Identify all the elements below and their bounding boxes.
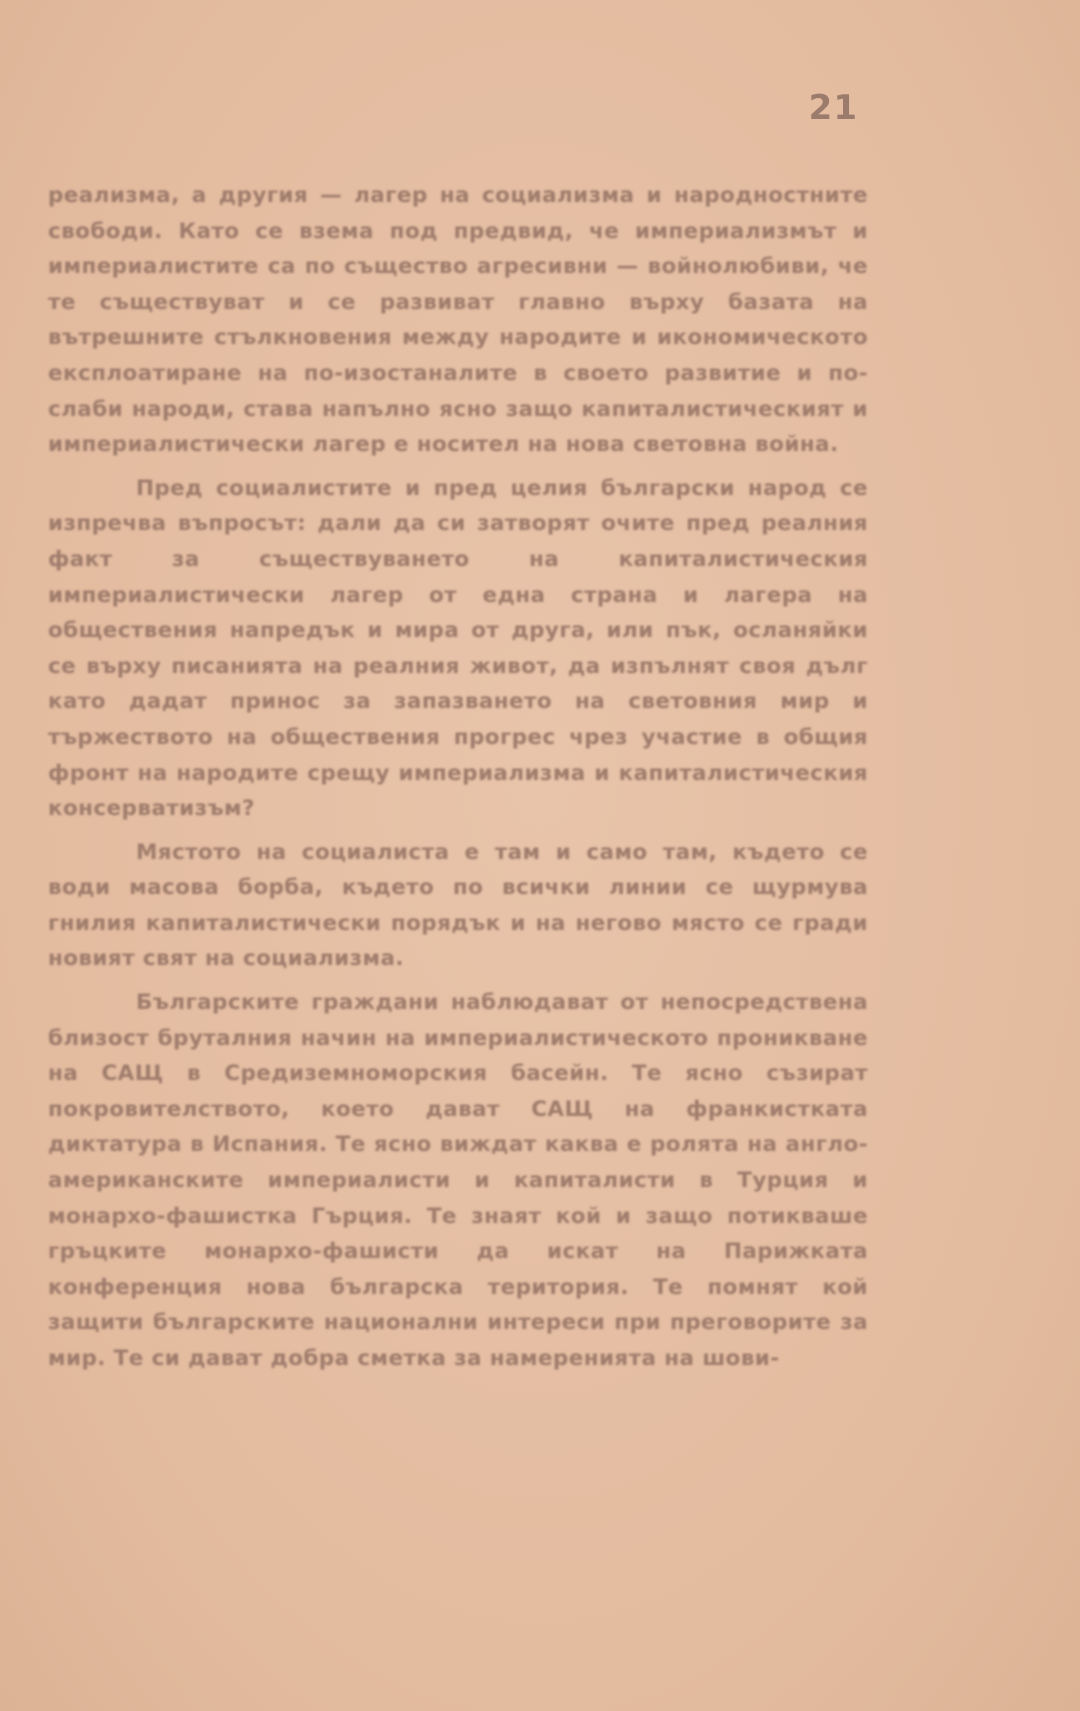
paragraph-1: реализма, а другия — лагер на социализма и народностните свободи. Като се взема под предвид, че империализмът и империалистите са по същество агресивни — войнолюбиви, че те съществуват и се развиват главно върху базата на вътрешните стълкновения между народите и икономическото експлоатиране на по-изостаналите в своето развитие и по-слаби народи, става напълно ясно защо капиталистическият и империалистически лагер е носител на нова световна война. <box>48 183 868 458</box>
paragraph-3: Мястото на социалиста е там и само там, където се води масова борба, където по всички линии се щурмува гнилия капиталистически порядък и на негово място се гради новият свят на социализма. <box>48 839 868 972</box>
paragraph-4: Българските граждани наблюдават от непосредствена близост бруталния начин на империалистическото проникване на САЩ в Средиземноморския басейн. Те ясно съзират покровителството, което дават САЩ на франкистката диктатура в Испания. Те ясно виждат каква е ролята на англо-американските империалисти и капиталисти в Турция и монархо-фашистка Гърция. Те знаят кой и защо потикваше гръцките монархо-фашисти да искат на Парижката конференция нова българска територия. Те помнят кой защити българските национални интереси при преговорите за мир. Те си дават добра сметка за намеренията на шови- <box>48 990 868 1371</box>
body-text <box>48 178 868 1385</box>
paragraph-2: Пред социалистите и пред целия български народ се изпречва въпросът: дали да си затворят очите пред реалния факт за съществуването на капиталистическия империалистически лагер от една страна и лагера на обществения напредък и мира от друга, или пък, осланяйки се върху писанията на реалния живот, да изпълнят своя дълг като дадат принос за запазването на световния мир и тържеството на обществения прогрес чрез участие в общия фронт на народите срещу империализма и капиталистическия консерватизъм? <box>48 475 868 822</box>
page-number: 21 <box>808 88 858 128</box>
